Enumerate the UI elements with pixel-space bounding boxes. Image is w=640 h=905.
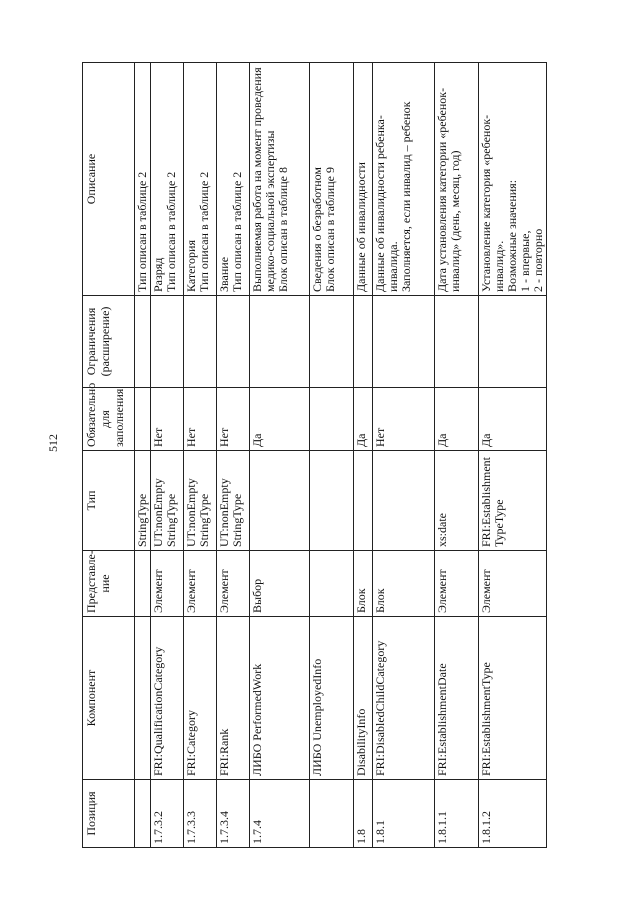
cell-representation: Выбор xyxy=(250,551,310,617)
cell-component: ЛИБО UnemployedInfo xyxy=(310,617,354,780)
cell-restriction xyxy=(435,296,479,388)
cell-type xyxy=(310,451,354,551)
cell-component: FRI:Category xyxy=(184,617,217,780)
cell-position: 1.8.1 xyxy=(373,780,435,848)
cell-type xyxy=(250,451,310,551)
cell-representation xyxy=(135,551,151,617)
cell-mandatory: Да xyxy=(354,388,373,451)
cell-mandatory: Да xyxy=(479,388,547,451)
cell-position: 1.7.3.3 xyxy=(184,780,217,848)
cell-description: Выполняемая работа на момент проведения медико-социальной экспертизы Блок описан в таблице 8 xyxy=(250,63,310,296)
cell-restriction xyxy=(135,296,151,388)
table-row xyxy=(250,63,310,848)
cell-type: UT:nonEmpty StringType xyxy=(184,451,217,551)
cell-restriction xyxy=(217,296,250,388)
cell-mandatory xyxy=(310,388,354,451)
cell-description: Разряд Тип описан в таблице 2 xyxy=(151,63,184,296)
cell-component: FRI:QualificationCategory xyxy=(151,617,184,780)
cell-representation xyxy=(310,551,354,617)
cell-description: Звание Тип описан в таблице 2 xyxy=(217,63,250,296)
cell-restriction xyxy=(354,296,373,388)
cell-mandatory: Да xyxy=(435,388,479,451)
cell-restriction xyxy=(250,296,310,388)
cell-type: UT:nonEmpty StringType xyxy=(151,451,184,551)
cell-component: FRI:EstablishmentDate xyxy=(435,617,479,780)
cell-description: Установление категория «ребенок-инвалид». Возможные значения: 1 - впервые, 2 - повторно xyxy=(479,63,547,296)
cell-representation: Блок xyxy=(373,551,435,617)
cell-mandatory: Нет xyxy=(373,388,435,451)
cell-description: Данные об инвалидности xyxy=(354,63,373,296)
table-row xyxy=(217,63,250,848)
cell-component xyxy=(135,617,151,780)
cell-representation: Элемент xyxy=(479,551,547,617)
cell-description: Сведения о безработном Блок описан в таблице 9 xyxy=(310,63,354,296)
table-row xyxy=(151,63,184,848)
cell-representation: Элемент xyxy=(217,551,250,617)
header-type: Тип xyxy=(83,451,135,551)
cell-type: xs:date xyxy=(435,451,479,551)
cell-description: Категория Тип описан в таблице 2 xyxy=(184,63,217,296)
header-component: Компонент xyxy=(83,617,135,780)
header-restriction: Ограничения (расширение) xyxy=(83,296,135,388)
table-row xyxy=(310,63,354,848)
cell-position: 1.7.3.4 xyxy=(217,780,250,848)
cell-position xyxy=(135,780,151,848)
header-row xyxy=(83,63,135,848)
cell-position: 1.7.3.2 xyxy=(151,780,184,848)
cell-description: Дата установления категории «ребенок-инвалид» (день, месяц, год) xyxy=(435,63,479,296)
cell-component: FRI:EstablishmentType xyxy=(479,617,547,780)
cell-mandatory: Нет xyxy=(151,388,184,451)
cell-mandatory: Нет xyxy=(217,388,250,451)
spec-table xyxy=(82,62,547,848)
cell-restriction xyxy=(184,296,217,388)
header-position: Позиция xyxy=(83,780,135,848)
cell-component: ЛИБО PerformedWork xyxy=(250,617,310,780)
table-row xyxy=(435,63,479,848)
page-number: 512 xyxy=(46,434,60,452)
cell-description: Тип описан в таблице 2 xyxy=(135,63,151,296)
rotated-table-wrapper xyxy=(82,63,545,848)
cell-type: UT:nonEmpty StringType xyxy=(217,451,250,551)
table-row xyxy=(184,63,217,848)
cell-representation: Элемент xyxy=(151,551,184,617)
header-representation: Представле-ние xyxy=(83,551,135,617)
cell-mandatory: Да xyxy=(250,388,310,451)
cell-restriction xyxy=(310,296,354,388)
cell-representation: Элемент xyxy=(184,551,217,617)
cell-representation: Блок xyxy=(354,551,373,617)
cell-mandatory: Нет xyxy=(184,388,217,451)
header-mandatory: Обязательно для заполнения xyxy=(83,388,135,451)
cell-type: StringType xyxy=(135,451,151,551)
cell-restriction xyxy=(151,296,184,388)
cell-description: Данные об инвалидности ребенка-инвалида. Заполняется, если инвалид – ребенок xyxy=(373,63,435,296)
cell-position: 1.8 xyxy=(354,780,373,848)
cell-position: 1.8.1.1 xyxy=(435,780,479,848)
cell-position: 1.8.1.2 xyxy=(479,780,547,848)
header-description: Описание xyxy=(83,63,135,296)
cell-component: DisabilityInfo xyxy=(354,617,373,780)
cell-type xyxy=(373,451,435,551)
cell-component: FRI:DisabledChildCategory xyxy=(373,617,435,780)
table-row xyxy=(479,63,547,848)
cell-position: 1.7.4 xyxy=(250,780,310,848)
cell-position xyxy=(310,780,354,848)
cell-type: FRI:Establishment TypeType xyxy=(479,451,547,551)
cell-restriction xyxy=(479,296,547,388)
table-row xyxy=(373,63,435,848)
cell-type xyxy=(354,451,373,551)
cell-component: FRI:Rank xyxy=(217,617,250,780)
cell-restriction xyxy=(373,296,435,388)
table-row xyxy=(354,63,373,848)
table-row xyxy=(135,63,151,848)
cell-representation: Элемент xyxy=(435,551,479,617)
cell-mandatory xyxy=(135,388,151,451)
